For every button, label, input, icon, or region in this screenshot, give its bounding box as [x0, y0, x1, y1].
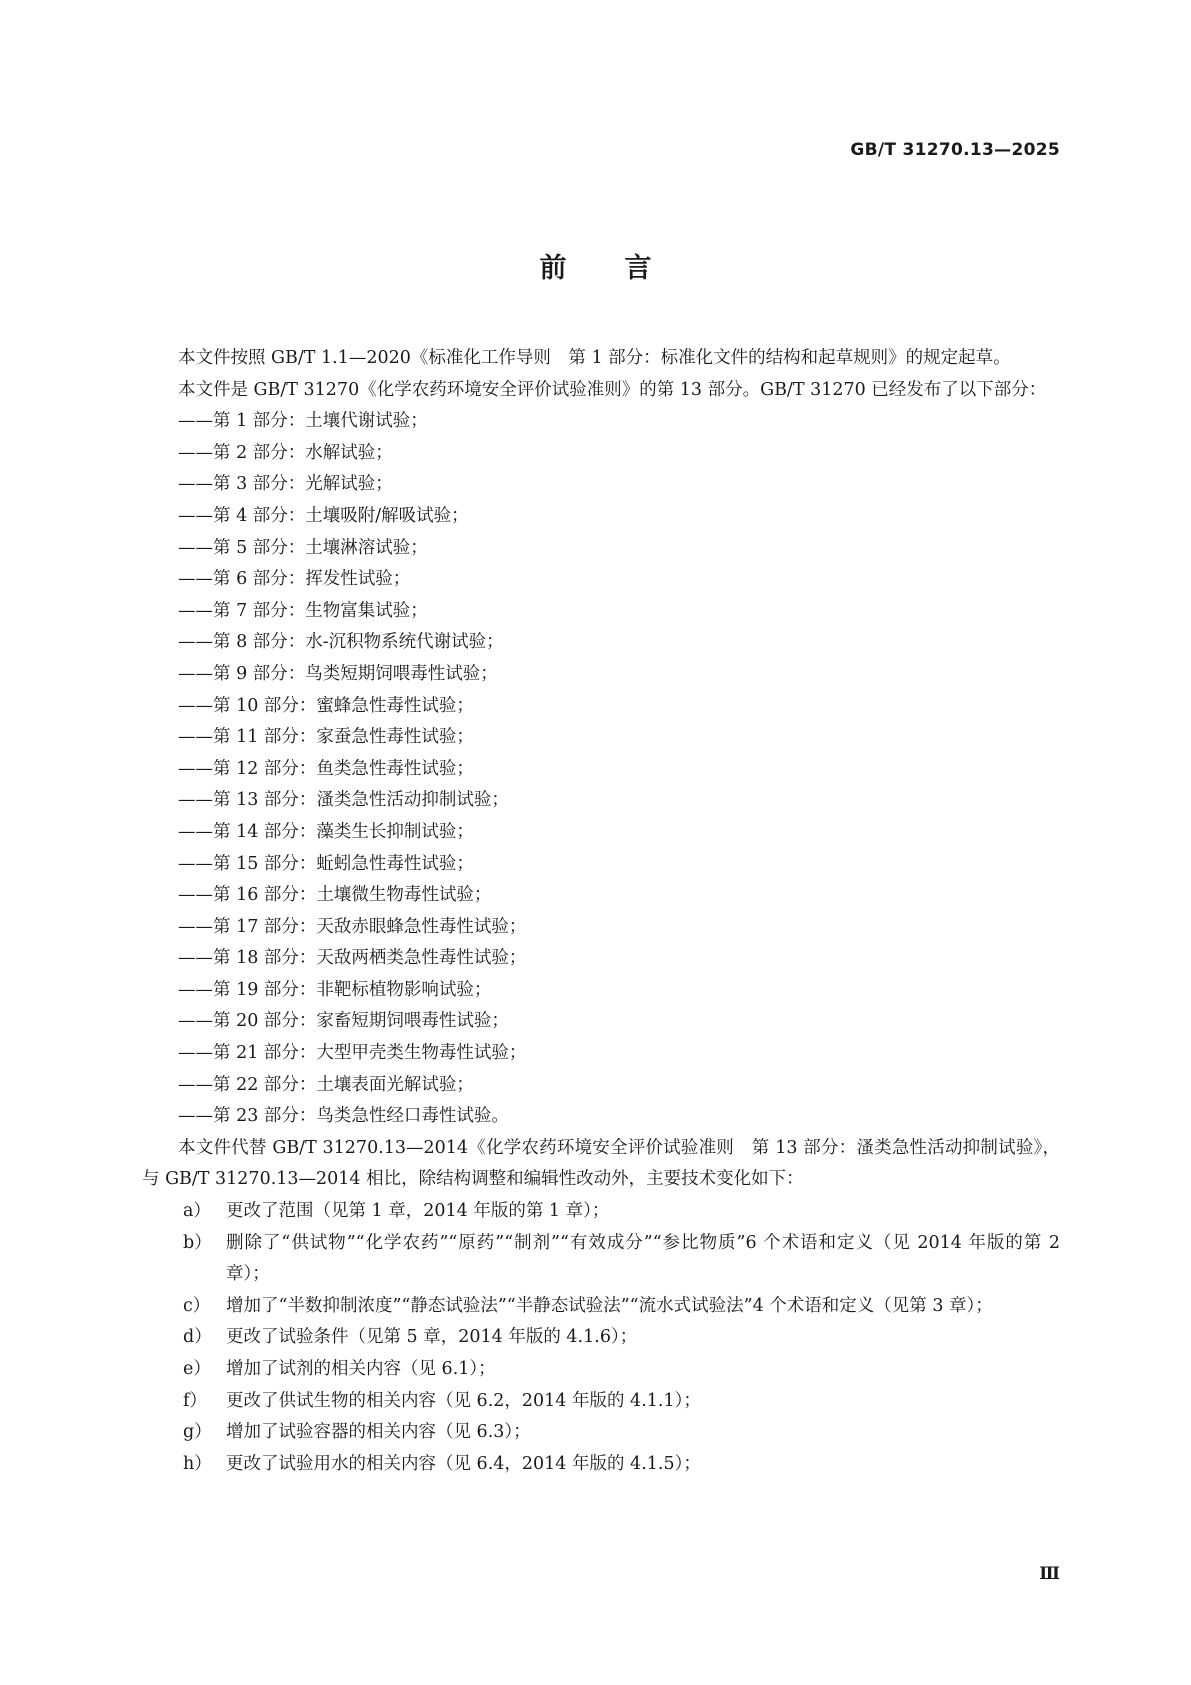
change-text: 更改了供试生物的相关内容（见 6.2，2014 年版的 4.1.1）；	[226, 1390, 701, 1411]
part-item: ——第 21 部分：大型甲壳类生物毒性试验；	[178, 1043, 527, 1064]
change-item	[142, 1228, 1060, 1291]
change-item	[142, 1386, 1060, 1418]
part-item: ——第 9 部分：鸟类短期饲喂毒性试验；	[178, 663, 498, 684]
part-item: ——第 2 部分：水解试验；	[178, 442, 393, 463]
part-item: ——第 14 部分：藻类生长抑制试验；	[178, 821, 474, 842]
part-item: ——第 11 部分：家蚕急性毒性试验；	[178, 727, 474, 748]
part-item: ——第 20 部分：家畜短期饲喂毒性试验；	[178, 1011, 509, 1032]
part-item: ——第 5 部分：土壤淋溶试验；	[178, 537, 428, 558]
change-item	[142, 1196, 1060, 1228]
document-body	[142, 343, 1060, 1480]
part-item: ——第 13 部分：溞类急性活动抑制试验；	[178, 790, 509, 811]
change-text: 增加了“半数抑制浓度”“静态试验法”“半静态试验法”“流水式试验法”4 个术语和定义（见第 3 章）；	[226, 1295, 993, 1316]
series-intro-paragraph: 本文件是 GB/T 31270《化学农药环境安全评价试验准则》的第 13 部分。GB/T 31270 已经发布了以下部分：	[178, 379, 1047, 400]
part-item: ——第 1 部分：土壤代谢试验；	[178, 411, 428, 432]
change-text: 更改了试验用水的相关内容（见 6.4，2014 年版的 4.1.5）；	[226, 1453, 701, 1474]
list-marker: d）	[183, 1327, 212, 1348]
part-item: ——第 3 部分：光解试验；	[178, 474, 393, 495]
parts-list	[142, 406, 1060, 1133]
part-item: ——第 15 部分：蚯蚓急性毒性试验；	[178, 853, 474, 874]
part-item: ——第 6 部分：挥发性试验；	[178, 569, 411, 590]
part-item: ——第 23 部分：鸟类急性经口毒性试验。	[178, 1106, 509, 1127]
change-text: 更改了范围（见第 1 章，2014 年版的第 1 章）；	[226, 1201, 610, 1222]
part-item: ——第 22 部分：土壤表面光解试验；	[178, 1074, 474, 1095]
part-item: ——第 12 部分：鱼类急性毒性试验；	[178, 758, 474, 779]
part-item: ——第 4 部分：土壤吸附/解吸试验；	[178, 505, 469, 526]
list-marker: a）	[183, 1201, 211, 1222]
part-item: ——第 19 部分：非靶标植物影响试验；	[178, 979, 492, 1000]
change-text: 删除了“供试物”“化学农药”“原药”“制剂”“有效成分”“参比物质”6 个术语和定义（见 2014 年版的第 2 章）；	[226, 1232, 1060, 1285]
part-item: ——第 18 部分：天敌两栖类急性毒性试验；	[178, 948, 527, 969]
page-number: Ⅲ	[1039, 1564, 1060, 1584]
part-item: ——第 17 部分：天敌赤眼蜂急性毒性试验；	[178, 916, 527, 937]
change-item	[142, 1449, 1060, 1481]
standard-number: GB/T 31270.13—2025	[850, 140, 1060, 160]
list-marker: e）	[183, 1359, 211, 1379]
change-text: 增加了试验容器的相关内容（见 6.3）；	[226, 1422, 531, 1443]
change-item	[142, 1322, 1060, 1354]
list-marker: b）	[183, 1232, 212, 1253]
part-item: ——第 7 部分：生物富集试验；	[178, 600, 428, 621]
drafting-rules-paragraph: 本文件按照 GB/T 1.1—2020《标准化工作导则 第 1 部分：标准化文件的结构和起草规则》的规定起草。	[178, 348, 1011, 368]
list-marker: f）	[183, 1390, 207, 1411]
list-marker: h）	[183, 1453, 212, 1474]
page-title: 前言	[539, 253, 710, 284]
list-marker: g）	[183, 1422, 212, 1443]
change-text: 更改了试验条件（见第 5 章，2014 年版的 4.1.6）；	[226, 1327, 638, 1348]
change-item	[142, 1291, 1060, 1323]
part-item: ——第 8 部分：水-沉积物系统代谢试验；	[178, 632, 504, 653]
list-marker: c）	[183, 1295, 211, 1316]
change-item	[142, 1417, 1060, 1449]
part-item: ——第 16 部分：土壤微生物毒性试验；	[178, 885, 492, 906]
part-item: ——第 10 部分：蜜蜂急性毒性试验；	[178, 695, 474, 716]
replacement-paragraph: 本文件代替 GB/T 31270.13—2014《化学农药环境安全评价试验准则 第 13 部分：溞类急性活动抑制试验》，与 GB/T 31270.13—2014 相比，除结构调整和编辑性改动外，主要技术变化如下：	[142, 1137, 1060, 1190]
change-item	[142, 1354, 1060, 1386]
changes-list	[142, 1196, 1060, 1480]
change-text: 增加了试剂的相关内容（见 6.1）；	[226, 1359, 496, 1379]
